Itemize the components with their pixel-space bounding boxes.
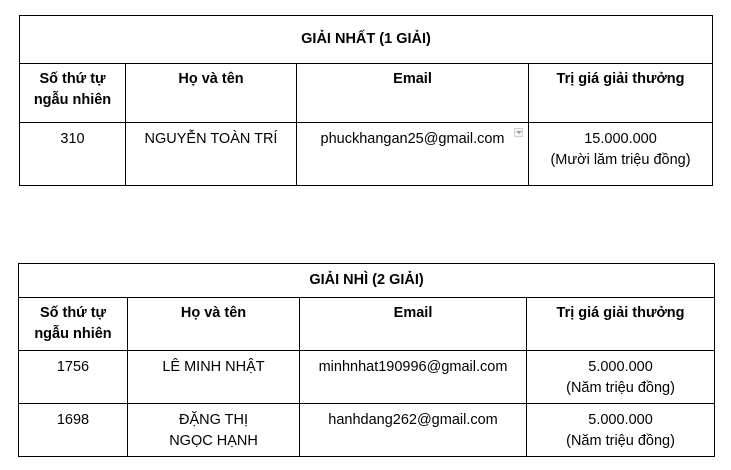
header-name: Họ và tên [126,64,297,123]
header-value: Trị giá giải thưởng [527,298,715,351]
second-prize-title: GIẢI NHÌ (2 GIẢI) [19,264,715,298]
header-index: Số thứ tự ngẫu nhiên [20,64,126,123]
table-row [19,404,715,457]
dropdown-arrow-icon[interactable] [514,128,523,137]
row-index: 1756 [19,351,128,404]
header-email: Email [297,64,529,123]
row-name: NGUYỄN TOÀN TRÍ [126,123,297,186]
second-prize-table [18,263,715,457]
row-name: LÊ MINH NHẬT [128,351,300,404]
row-value: 5.000.000 (Năm triệu đồng) [527,404,715,457]
row-email: hanhdang262@gmail.com [300,404,527,457]
row-email[interactable]: phuckhangan25@gmail.com [297,123,529,186]
row-index: 1698 [19,404,128,457]
row-index: 310 [20,123,126,186]
first-prize-title: GIẢI NHẤT (1 GIẢI) [20,16,713,64]
table-row [19,351,715,404]
row-value: 15.000.000 (Mười lăm triệu đồng) [529,123,713,186]
first-prize-table [19,15,713,186]
row-email: minhnhat190996@gmail.com [300,351,527,404]
header-value: Trị giá giải thưởng [529,64,713,123]
row-value: 5.000.000 (Năm triệu đồng) [527,351,715,404]
row-name: ĐẶNG THỊ NGỌC HẠNH [128,404,300,457]
table-row [20,123,713,186]
header-index: Số thứ tự ngẫu nhiên [19,298,128,351]
header-email: Email [300,298,527,351]
header-name: Họ và tên [128,298,300,351]
